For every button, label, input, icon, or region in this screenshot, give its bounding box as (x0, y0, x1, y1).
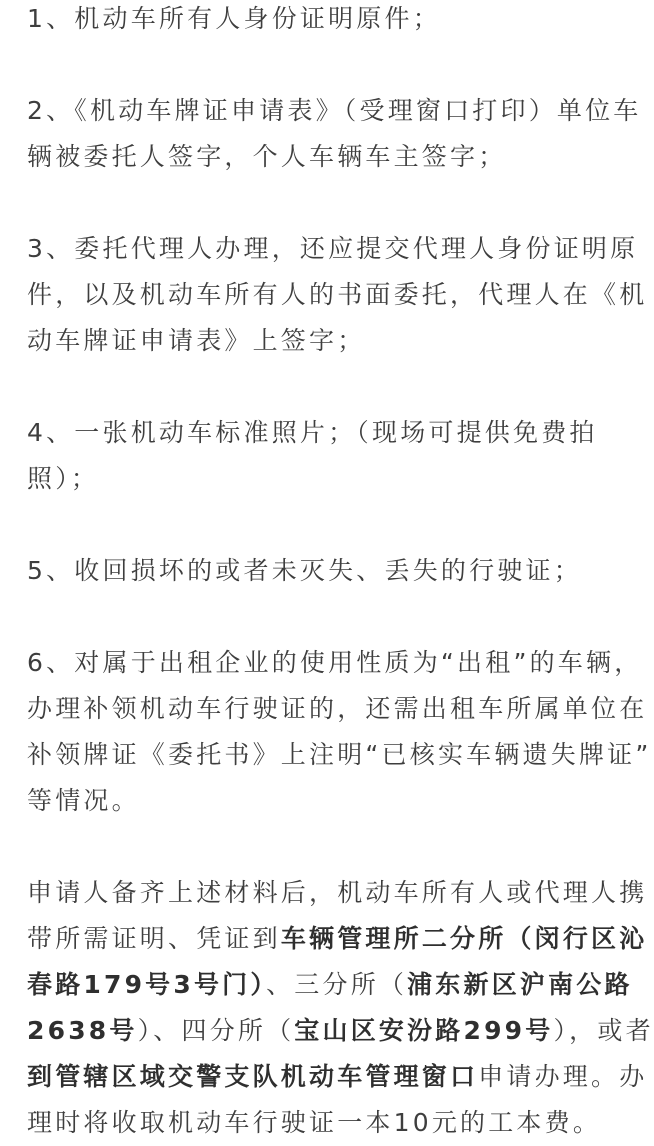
paragraph-gap (27, 180, 640, 226)
closing-line-3 (27, 962, 640, 1008)
office-name-bold: 车辆管理所二分所（闵行区沁 (280, 924, 648, 953)
closing-line-2 (27, 916, 648, 962)
closing-text: 理时将收取机动车行驶证一本10元的工本费。 (27, 1108, 602, 1137)
item-3-line-3: 动车牌证申请表》上签字； (27, 326, 366, 355)
item-6-line-4: 等情况。 (27, 786, 140, 815)
item-3 (27, 226, 648, 364)
item-2-line-2: 辆被委托人签字，个人车辆车主签字； (27, 142, 507, 171)
office-address-bold: 浦东新区沪南公路 (407, 970, 633, 999)
item-5 (27, 548, 640, 594)
item-3-line-1: 3、委托代理人办理，还应提交代理人身份证明原 (27, 234, 639, 263)
item-6-line-3: 补领牌证《委托书》上注明“已核实车辆遗失牌证” (27, 740, 652, 769)
paragraph-gap (27, 824, 640, 870)
closing-text: ）、四分所（ (137, 1016, 295, 1045)
item-2 (27, 88, 640, 180)
office-address-bold: 春路179号3号门） (27, 970, 267, 999)
item-3-line-2: 件，以及机动车所有人的书面委托，代理人在《机 (27, 280, 648, 309)
office-address-bold: 宝山区安汾路299号 (294, 1016, 554, 1045)
item-6 (27, 640, 652, 824)
item-4-line-1: 4、一张机动车标准照片；（现场可提供免费拍 (27, 418, 598, 447)
closing-line-5 (27, 1054, 648, 1100)
office-address-bold: 2638号 (27, 1016, 138, 1045)
item-2-line-1: 2、《机动车牌证申请表》（受理窗口打印）单位车 (27, 96, 642, 125)
closing-text: 、三分所（ (266, 970, 408, 999)
paragraph-gap (27, 42, 640, 88)
item-6-line-1: 6、对属于出租企业的使用性质为“出租”的车辆， (27, 648, 643, 677)
closing-text: 申请办理。办 (478, 1062, 648, 1091)
paragraph-gap (27, 502, 640, 548)
closing-paragraph (27, 870, 654, 1146)
item-6-line-2: 办理补领机动车行驶证的，还需出租车所属单位在 (27, 694, 648, 723)
paragraph-gap (27, 364, 640, 410)
paragraph-gap (27, 594, 640, 640)
office-window-bold: 到管辖区域交警支队机动车管理窗口 (27, 1062, 479, 1091)
item-4 (27, 410, 640, 502)
item-4-line-2: 照）； (27, 464, 100, 493)
closing-line-1 (27, 870, 648, 916)
item-5-line-1: 5、收回损坏的或者未灭失、丢失的行驶证； (27, 556, 582, 585)
closing-text: 申请人备齐上述材料后，机动车所有人或代理人携 (27, 878, 648, 907)
closing-line-6 (27, 1100, 640, 1146)
closing-line-4 (27, 1008, 654, 1054)
closing-text: 带所需证明、凭证到 (27, 924, 281, 953)
item-1-line-1: 1、机动车所有人身份证明原件； (27, 4, 441, 33)
closing-text: ），或者 (553, 1016, 654, 1045)
item-1 (27, 0, 640, 42)
